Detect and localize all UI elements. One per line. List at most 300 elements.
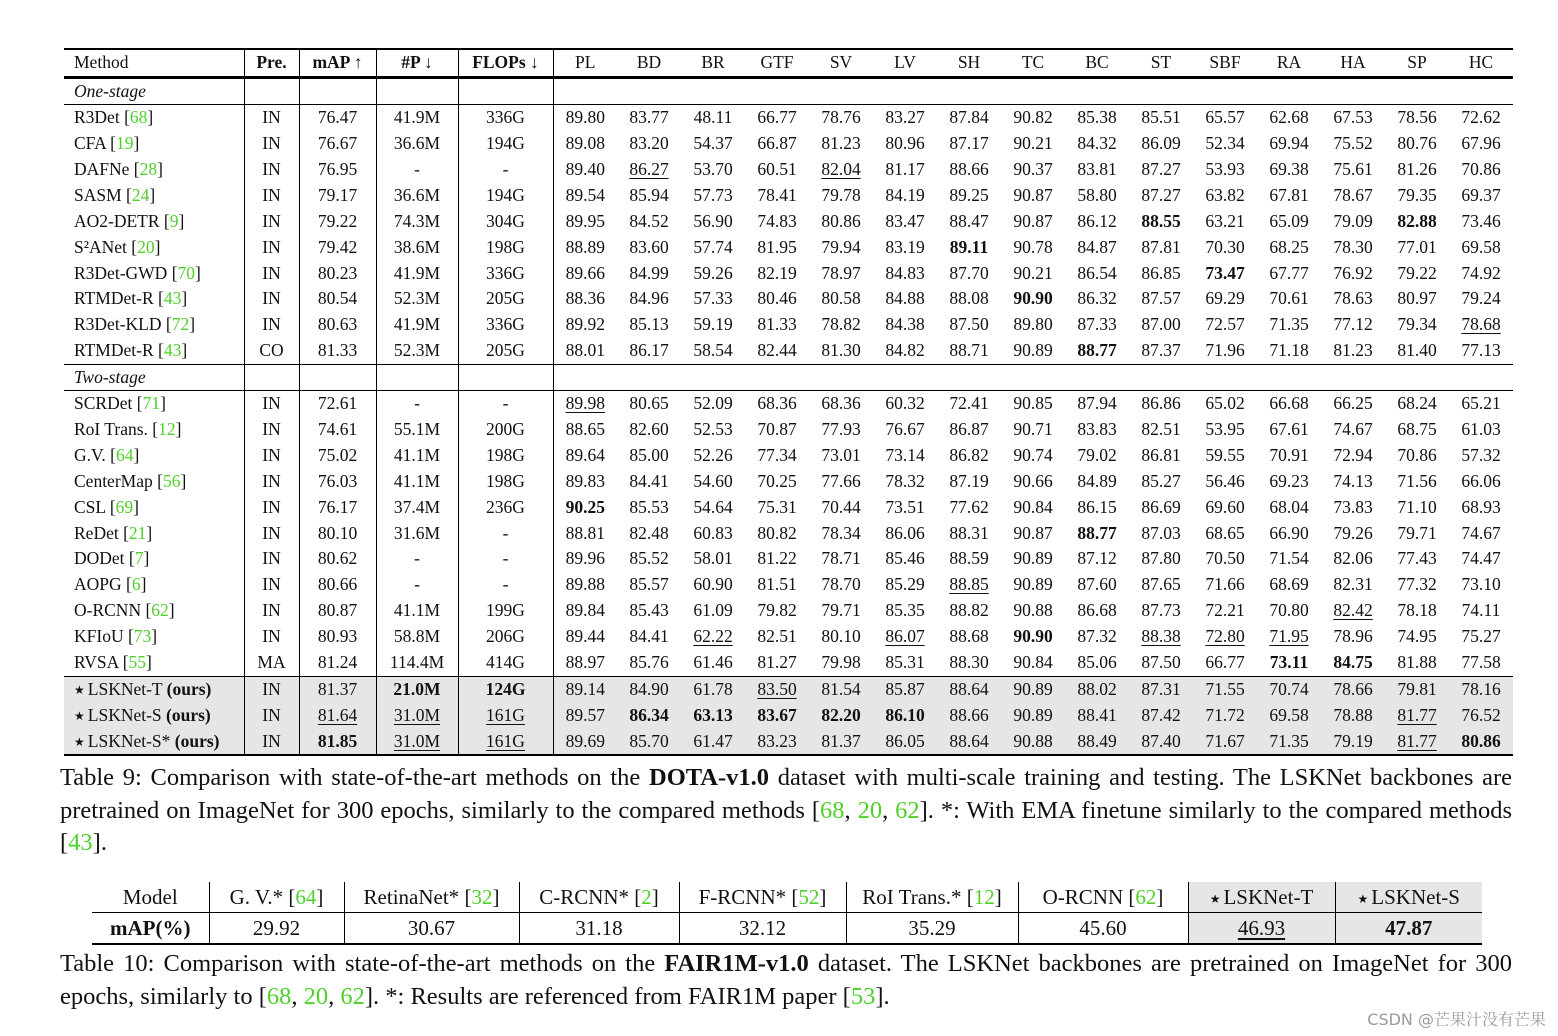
citation-link[interactable]: 12 <box>158 418 176 439</box>
table-cell <box>553 728 617 755</box>
cell-value: 85.06 <box>1077 652 1117 672</box>
citation-link[interactable]: 43 <box>163 288 182 309</box>
table-cell <box>1129 546 1193 572</box>
cell-value: 71.35 <box>1269 730 1309 751</box>
table-cell <box>1129 520 1193 546</box>
cell-value: 88.64 <box>949 730 989 751</box>
caption-text: Table 10: Comparison with state-of-the-art methods on the <box>60 950 665 977</box>
cell-value: 90.88 <box>1013 730 1053 751</box>
table-cell <box>376 209 458 235</box>
cell-value: 72.61 <box>317 393 358 414</box>
cell-value: 85.52 <box>629 548 669 569</box>
table-cell <box>1449 650 1513 676</box>
table-cell <box>1065 312 1129 338</box>
table-cell <box>1129 417 1193 443</box>
table-cell <box>1193 650 1257 676</box>
citation-link[interactable]: 20 <box>137 236 155 257</box>
table-cell <box>1385 78 1449 105</box>
cell-value: IN <box>262 704 281 725</box>
method-name: DODet <box>74 548 125 569</box>
table-cell <box>1065 650 1129 676</box>
table-cell <box>1257 572 1321 598</box>
star-icon: ★ <box>74 682 85 697</box>
table-row <box>64 286 1513 312</box>
table-cell <box>937 546 1001 572</box>
cell-value: 71.54 <box>1269 548 1309 569</box>
table-cell <box>244 520 299 546</box>
table-row <box>64 157 1513 183</box>
table-cell <box>745 234 809 260</box>
cell-value: 90.88 <box>1013 600 1053 621</box>
cell-value: 80.93 <box>317 626 358 647</box>
cell-value: 75.27 <box>1461 626 1501 647</box>
cell-value: - <box>502 158 509 179</box>
cell-value: 80.54 <box>317 288 358 309</box>
citation-link[interactable]: 68 <box>820 796 845 824</box>
cell-value: 73.83 <box>1333 496 1373 517</box>
table-cell <box>1385 624 1449 650</box>
table-cell <box>1001 364 1065 390</box>
cell-value: 82.48 <box>629 522 669 543</box>
cell-value: 77.34 <box>757 444 797 465</box>
cell-value: 80.63 <box>317 314 358 335</box>
table-cell <box>873 520 937 546</box>
table-cell <box>745 520 809 546</box>
citation-link[interactable]: 6 <box>131 574 141 595</box>
cell-value: 68.36 <box>821 393 861 414</box>
cell-value: IN <box>262 470 281 491</box>
table-cell <box>1385 209 1449 235</box>
table-cell <box>1193 157 1257 183</box>
table-cell <box>1193 494 1257 520</box>
cell-value: 78.96 <box>1333 626 1373 647</box>
cell-value: 63.13 <box>693 704 733 725</box>
table-cell <box>553 598 617 624</box>
table-cell <box>244 131 299 157</box>
citation-link[interactable]: 20 <box>857 796 883 824</box>
cell-value: 82.42 <box>1333 600 1373 621</box>
cell-value: 41.1M <box>393 444 441 465</box>
table-cell <box>553 260 617 286</box>
cell-value: 52.09 <box>693 393 733 414</box>
cell-value: 66.90 <box>1269 522 1309 543</box>
cell-value: 84.52 <box>629 210 669 231</box>
cell-value: 58.01 <box>693 548 733 569</box>
cell-value: 83.60 <box>629 236 669 257</box>
table-cell <box>1065 338 1129 364</box>
citation-link[interactable]: 69 <box>115 496 134 517</box>
cell-value: 60.51 <box>757 158 797 179</box>
cell-value: 71.72 <box>1205 704 1245 725</box>
method-cell: RTMDet-R [43] <box>64 286 244 312</box>
table-cell <box>1129 131 1193 157</box>
table-cell <box>458 417 553 443</box>
column-header: ST <box>1129 49 1193 78</box>
cell-value: 71.55 <box>1205 678 1245 699</box>
citation-link[interactable]: 64 <box>115 444 134 465</box>
table-cell <box>1129 443 1193 469</box>
citation-link[interactable]: 32 <box>471 884 493 909</box>
method-name: CSL <box>74 496 106 517</box>
cell-value: 90.87 <box>1013 210 1053 231</box>
cell-value: 89.11 <box>949 236 989 257</box>
table-cell <box>553 131 617 157</box>
cell-value: 85.13 <box>629 314 669 335</box>
cell-value: 79.34 <box>1397 314 1437 335</box>
citation-link[interactable]: 72 <box>171 314 190 335</box>
cell-value: 84.82 <box>885 340 925 361</box>
table-cell <box>244 390 299 416</box>
table-cell <box>1188 913 1335 945</box>
table-cell <box>745 624 809 650</box>
citation-link[interactable]: 53 <box>850 982 876 1010</box>
table-cell <box>1065 390 1129 416</box>
table-cell <box>299 443 376 469</box>
table-cell <box>745 390 809 416</box>
table10-caption <box>60 948 1512 1013</box>
cell-value: 81.26 <box>1397 158 1437 179</box>
citation-link[interactable]: 19 <box>115 133 134 154</box>
cell-value: 88.77 <box>1077 522 1117 543</box>
model-name: LSKNet-S <box>1371 884 1460 909</box>
table-cell <box>1065 183 1129 209</box>
table-cell <box>1001 469 1065 495</box>
cell-value: 87.12 <box>1077 548 1117 569</box>
cell-value: 70.91 <box>1269 444 1309 465</box>
table-cell <box>1385 572 1449 598</box>
cell-value: 83.50 <box>757 678 797 699</box>
cell-value: 80.66 <box>317 574 358 595</box>
table-cell <box>376 105 458 131</box>
table-cell <box>873 703 937 729</box>
cell-value: 82.19 <box>757 262 797 283</box>
table-cell <box>1449 417 1513 443</box>
citation-link[interactable]: 20 <box>303 982 329 1010</box>
table-cell <box>1129 105 1193 131</box>
table-cell <box>617 469 681 495</box>
citation-link[interactable]: 43 <box>68 829 93 856</box>
method-cell <box>64 703 244 729</box>
cell-value: 89.14 <box>565 678 605 699</box>
table-cell <box>458 105 553 131</box>
citation-link[interactable]: 64 <box>295 884 317 909</box>
table-cell <box>1001 520 1065 546</box>
table-cell <box>617 183 681 209</box>
table-cell <box>809 546 873 572</box>
cell-value: 89.69 <box>565 730 605 751</box>
method-cell: DAFNe [28] <box>64 157 244 183</box>
cell-value: 59.19 <box>693 314 733 335</box>
cell-value: 71.67 <box>1205 730 1245 751</box>
cell-value: 83.47 <box>885 210 925 231</box>
cell-value: 90.87 <box>1013 522 1053 543</box>
cell-value: 83.67 <box>757 704 797 725</box>
table-cell <box>1385 286 1449 312</box>
cell-value: - <box>414 574 420 595</box>
table-cell <box>376 364 458 390</box>
cell-value: 88.85 <box>949 574 989 595</box>
cell-value: 81.23 <box>1333 340 1373 361</box>
cell-value: 31.18 <box>575 915 623 940</box>
cell-value: 82.31 <box>1333 574 1373 595</box>
cell-value: 69.94 <box>1269 133 1309 154</box>
cell-value: 88.55 <box>1141 210 1181 231</box>
model-name: G. V.* <box>229 884 284 909</box>
table-cell <box>1065 131 1129 157</box>
method-cell <box>64 676 244 702</box>
cell-value: 79.09 <box>1333 210 1373 231</box>
table-cell <box>1193 209 1257 235</box>
cell-value: 77.13 <box>1461 340 1501 361</box>
column-header: BR <box>681 49 745 78</box>
cell-value: 84.99 <box>629 262 669 283</box>
table-row <box>64 209 1513 235</box>
fair1m-results-table <box>92 882 1482 945</box>
table-cell <box>1257 598 1321 624</box>
table-cell <box>244 494 299 520</box>
cell-value: 81.27 <box>757 652 797 672</box>
table-cell <box>376 624 458 650</box>
table-cell <box>553 624 617 650</box>
table-cell <box>809 624 873 650</box>
cell-value: 84.83 <box>885 262 925 283</box>
table-cell <box>1257 105 1321 131</box>
citation-link[interactable]: 62 <box>1135 884 1157 909</box>
table-cell <box>1257 157 1321 183</box>
cell-value: 68.69 <box>1269 574 1309 595</box>
method-cell: S²ANet [20] <box>64 234 244 260</box>
citation-link[interactable]: 68 <box>266 982 292 1010</box>
table-cell <box>617 703 681 729</box>
table-row <box>64 260 1513 286</box>
cell-value: 71.56 <box>1397 470 1437 491</box>
column-header: SP <box>1385 49 1449 78</box>
method-cell: R3Det-GWD [70] <box>64 260 244 286</box>
cell-value: 54.37 <box>693 133 733 154</box>
table-cell <box>376 157 458 183</box>
table-cell <box>1193 443 1257 469</box>
column-header: mAP ↑ <box>299 49 376 78</box>
table-cell <box>1257 624 1321 650</box>
cell-value: 79.17 <box>317 184 358 205</box>
cell-value: 89.96 <box>565 548 605 569</box>
table-cell <box>458 338 553 364</box>
cell-value: 59.26 <box>693 262 733 283</box>
table-cell <box>299 598 376 624</box>
citation-link[interactable]: 52 <box>798 884 820 909</box>
cell-value: 77.62 <box>949 496 989 517</box>
cell-value: 70.44 <box>821 496 861 517</box>
citation-link[interactable]: 73 <box>133 626 152 647</box>
cell-value: - <box>414 548 420 569</box>
table-cell <box>1385 650 1449 676</box>
table-cell <box>681 78 745 105</box>
column-header: C-RCNN* [2] <box>519 882 679 913</box>
table-cell <box>1129 469 1193 495</box>
cell-value: IN <box>262 288 281 309</box>
table-cell <box>1449 494 1513 520</box>
cell-value: 86.87 <box>949 418 989 439</box>
table-cell <box>376 260 458 286</box>
table-cell <box>1449 286 1513 312</box>
cell-value: 38.6M <box>393 236 441 257</box>
citation-link[interactable]: 2 <box>641 884 652 909</box>
cell-value: 80.46 <box>757 288 797 309</box>
citation-link[interactable]: 43 <box>163 340 182 361</box>
cell-value: 79.02 <box>1077 444 1117 465</box>
cell-value: 57.32 <box>1461 444 1501 465</box>
citation-link[interactable]: 28 <box>139 158 158 179</box>
table-cell <box>617 105 681 131</box>
table-cell <box>299 728 376 755</box>
table-cell <box>873 676 937 702</box>
table-cell <box>1321 598 1385 624</box>
table-cell <box>1065 572 1129 598</box>
cell-value: 60.90 <box>693 574 733 595</box>
cell-value: 79.22 <box>1397 262 1437 283</box>
table-cell <box>617 676 681 702</box>
cell-value: MA <box>257 652 286 672</box>
column-header: #P ↓ <box>376 49 458 78</box>
table-cell <box>681 598 745 624</box>
cell-value: 60.32 <box>885 393 925 414</box>
citation-link[interactable]: 12 <box>973 884 995 909</box>
cell-value: - <box>414 393 420 414</box>
table-cell <box>937 260 1001 286</box>
table-cell <box>617 209 681 235</box>
table-cell <box>937 234 1001 260</box>
cell-value: 59.55 <box>1205 444 1245 465</box>
cell-value: 82.04 <box>821 158 861 179</box>
table-cell <box>1257 209 1321 235</box>
cell-value: 77.12 <box>1333 314 1373 335</box>
table-cell <box>873 78 937 105</box>
cell-value: 81.33 <box>757 314 797 335</box>
cell-value: IN <box>262 314 281 335</box>
table-cell <box>937 728 1001 755</box>
cell-value: 36.6M <box>393 133 441 154</box>
cell-value: 114.4M <box>389 652 445 672</box>
citation-link[interactable]: 56 <box>162 470 181 491</box>
table-cell <box>1449 131 1513 157</box>
citation-link[interactable]: 70 <box>177 262 196 283</box>
cell-value: 68.93 <box>1461 496 1501 517</box>
table-cell <box>1385 703 1449 729</box>
table-cell <box>617 572 681 598</box>
citation-link[interactable]: 68 <box>129 107 148 128</box>
table-cell <box>376 728 458 755</box>
cell-value: 85.57 <box>629 574 669 595</box>
table-cell <box>745 443 809 469</box>
table-cell <box>458 286 553 312</box>
watermark: CSDN @芒果汁没有芒果 <box>1367 1010 1546 1029</box>
cell-value: 72.62 <box>1461 107 1501 128</box>
citation-link[interactable]: 62 <box>151 600 169 621</box>
cell-value: 56.46 <box>1205 470 1245 491</box>
table-cell <box>1449 469 1513 495</box>
method-cell: R3Det-KLD [72] <box>64 312 244 338</box>
table-cell <box>873 443 937 469</box>
cell-value: 87.50 <box>949 314 989 335</box>
cell-value: 124G <box>485 678 526 699</box>
method-cell: CSL [69] <box>64 494 244 520</box>
citation-link[interactable]: 9 <box>169 210 179 231</box>
table-cell <box>1193 572 1257 598</box>
citation-link[interactable]: 71 <box>142 393 161 414</box>
table-cell <box>809 390 873 416</box>
table-cell <box>1001 728 1065 755</box>
table-cell <box>937 676 1001 702</box>
cell-value: 88.38 <box>1141 626 1181 647</box>
table-cell <box>458 312 553 338</box>
cell-value: 80.96 <box>885 133 925 154</box>
cell-value: 86.15 <box>1077 496 1117 517</box>
citation-link[interactable]: 7 <box>134 548 144 569</box>
cell-value: 47.87 <box>1385 915 1433 940</box>
cell-value: 83.81 <box>1077 158 1117 179</box>
citation-link[interactable]: 62 <box>340 982 365 1010</box>
cell-value: 75.61 <box>1333 158 1373 179</box>
cell-value: 90.84 <box>1013 652 1053 672</box>
cell-value: 85.94 <box>629 184 669 205</box>
citation-link[interactable]: 55 <box>128 652 147 672</box>
citation-link[interactable]: 24 <box>131 184 150 205</box>
caption-text: , <box>882 796 896 824</box>
column-header: BC <box>1065 49 1129 78</box>
cell-value: 76.92 <box>1333 262 1373 283</box>
table-cell <box>745 338 809 364</box>
table-cell <box>745 364 809 390</box>
table-cell <box>244 157 299 183</box>
table-cell <box>376 183 458 209</box>
citation-link[interactable]: 62 <box>895 796 920 824</box>
cell-value: 88.81 <box>565 522 605 543</box>
cell-value: 86.68 <box>1077 600 1117 621</box>
cell-value: 304G <box>486 210 525 231</box>
table-cell <box>1385 676 1449 702</box>
table-cell <box>937 78 1001 105</box>
table-cell <box>745 598 809 624</box>
table-cell <box>937 131 1001 157</box>
caption-text: dataset. The LSKNet backbones are pretrained on ImageNet for 300 epochs, similarly to [ <box>60 950 1512 1010</box>
method-name: G.V. <box>74 444 106 465</box>
table-cell <box>1257 494 1321 520</box>
table-cell <box>1129 286 1193 312</box>
table-cell <box>745 78 809 105</box>
method-cell: CFA [19] <box>64 131 244 157</box>
cell-value: 90.21 <box>1013 133 1053 154</box>
citation-link[interactable]: 21 <box>128 522 147 543</box>
table-cell <box>1129 624 1193 650</box>
table-cell <box>244 546 299 572</box>
cell-value: 84.96 <box>629 288 669 309</box>
table-cell <box>553 157 617 183</box>
table-cell <box>1257 286 1321 312</box>
table-cell <box>1065 703 1129 729</box>
model-name: F-RCNN* <box>698 884 787 909</box>
cell-value: 84.89 <box>1077 470 1117 491</box>
cell-value: 83.77 <box>629 107 669 128</box>
cell-value: 61.09 <box>693 600 733 621</box>
table-cell <box>873 234 937 260</box>
cell-value: 81.37 <box>821 730 861 751</box>
table-cell <box>1193 338 1257 364</box>
table-cell <box>617 598 681 624</box>
table-cell <box>1449 260 1513 286</box>
table-cell <box>458 676 553 702</box>
table-cell <box>1385 364 1449 390</box>
method-name: LSKNet-S* <box>87 730 171 751</box>
